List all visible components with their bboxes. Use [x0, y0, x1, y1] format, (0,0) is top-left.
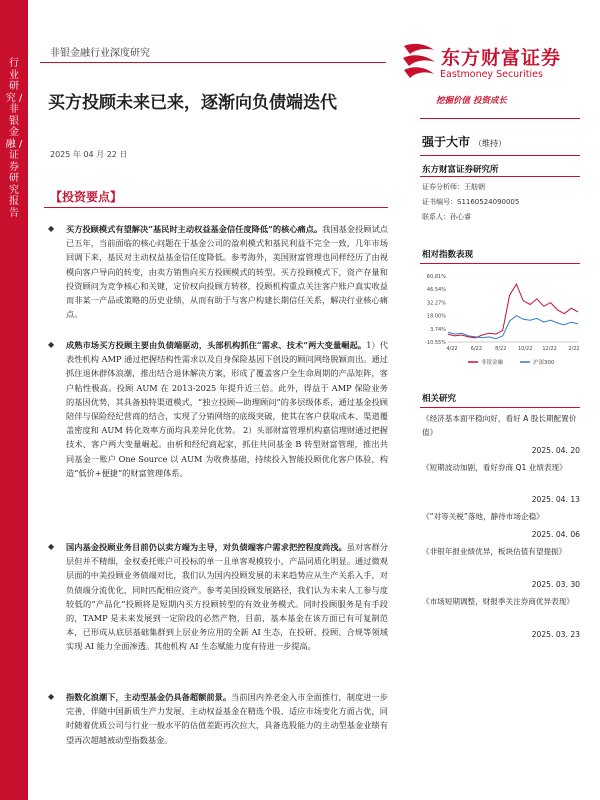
header-divider [40, 62, 386, 63]
y-tick-label: 46.54% [426, 287, 446, 294]
eastmoney-logo-icon [400, 40, 440, 82]
brand-name-en: Eastmoney Securities [440, 69, 543, 80]
page-title: 买方投顾未来已来，逐渐向负债端迭代 [48, 93, 337, 113]
rating-sub: （维持） [474, 139, 507, 148]
y-tick-label: 18.00% [426, 313, 446, 320]
section-divider [44, 207, 388, 208]
related-report-title[interactable]: 《“对等关税”落地，静待市场企稳》 [422, 512, 544, 521]
bullet-icon: ◆ [48, 692, 55, 701]
related-report-date: 2025. 03. 23 [531, 630, 580, 639]
legend-label: 非银金融 [481, 360, 504, 366]
key-point-body: 我国基金投顾试点已五年，当前面临的核心问题在于基金公司的盈利模式和基民利益不完全一致，几年市场回调下来，基民对主动权益基金信任度降低。参考海外，美国财富管理也同样经历了由视模向客户导向的转变，由卖方销售向买方投顾模式的转型。买方投顾模式下，资产存量和投资顾问为竞争核心和关键，定价权向投顾方转移，投顾机构重点关注客户账户真实收益而非某一产品或策略的历史业绩，从而有助于与客户构建长期信任关系，解决行业核心痛点。 [66, 224, 388, 320]
key-point-body: 当前国内养老金入市全面推行，制度进一步完善，伴随中国新质生产力发展，主动权益基金在精选个股、适应市场变化方面占优，同时随着优质公司与行业一般水平的估值差距再次拉大，具备选股能力的主动型基金业绩有望再次超越被动型指数基金。 [66, 692, 388, 745]
chart-section-title: 相对指数表现 [422, 250, 474, 260]
legend-label: 沪深300 [533, 360, 555, 366]
related-report-date: 2025. 04. 13 [531, 495, 580, 504]
institute-name: 东方财富证券研究所 [422, 165, 499, 175]
section-title-key-points: 【投资要点】 [50, 190, 123, 204]
y-tick-label: 60.81% [426, 274, 446, 280]
report-category: 非银金融行业深度研究 [50, 48, 150, 59]
related-report-date: 2025. 04. 06 [531, 530, 580, 539]
report-date: 2025 年 04 月 22 日 [50, 150, 128, 159]
analyst-cert: 证书编号：S1160524090005 [422, 198, 520, 206]
related-report-date: 2025. 03. 30 [531, 580, 580, 589]
key-point-heading: 买方投顾模式有望解决“基民时主动权益基金信任度降低”的核心痛点。 [66, 224, 323, 234]
key-point-4 [48, 690, 388, 747]
x-tick-label: 2/22 [568, 346, 580, 352]
divider [420, 263, 580, 264]
series-line-1 [448, 284, 578, 338]
analyst-name: 证券分析师：王舫朝 [422, 183, 485, 191]
x-tick-label: 6/22 [470, 346, 483, 352]
industry-rating [422, 133, 506, 150]
key-point-body: 1）代表性机构 AMP 通过把握结构性需求以及自身保险基因下创设的顾问网络脱颖而出。通过抓住退休群体浪潮，推出结合退休解决方案，形成了覆盖客户全生命周期的产品矩阵，客户粘性极高。投顾 AUM 在 2013-2025 年提升近三倍。此外，得益于 AMP 保险业务的基因优势，其具备独特渠道模式，“独立投顾—助理顾问”的多层级体系，通过基金投顾陪伴与保险经纪营商的结合，实现了分销网络的底级突破，使其在客户获取成本、渠道覆盖密度和 AUM 转化效率方面均具差异化优势。 2）头部财富管理机构嘉信理财通过把握技术、客户两大变量崛起。由析和经纪商起家，抓住共同基金 B 转型财富管理，推出共同基金一账户 One Source 以 AUM 为收费基础，持续投入智能投顾优化客户体验，构造“低价+便捷”的财富管理体系。 [66, 340, 388, 478]
related-report-title[interactable]: 《非银年报业绩优异，板块估值有望提振》 [422, 547, 567, 556]
y-tick-label: 3.74% [430, 326, 446, 333]
brand-name: 东方财富证券 [441, 47, 562, 69]
divider [420, 407, 580, 408]
key-point-heading: 成熟市场买方投顾主要由负债端驱动，头部机构抓住“需求、技术”两大变量崛起。 [66, 340, 367, 350]
sidebar-label: 行业研究 / 非银金融 / 证券研究报告 [5, 58, 23, 219]
related-report-title[interactable]: 《短期波动加剧，看好券商 Q1 业绩表现》 [422, 463, 567, 472]
y-tick-label: 32.27% [426, 300, 446, 307]
x-tick-label: 12/22 [542, 346, 557, 352]
key-point-body: 虽对客群分层但并不精细，金权委托账户可投标的单一且单客观模较小，产品同质化明显。通过微观层面的中美投顾业务债端对比，我们认为国内投顾发展的未来趋势应从生产关系入手，对负债端分流优化，同时匹配相应资产。参考美国投顾发展路径，我们认为未来人工参与度较低的“产品化”投顾将是短期内买方投顾转型的有效业务模式。同时投顾服务是有手段的，TAMP 是未来发展到一定阶段的必然产物，目前，基本基金在该方面已有可复制范本，已形成从底层基础集群到上层业务应用的全新 AI 生态，在投研、投顾、合规等领域实现 AI 能力全面渗透。其他机构 AI 生态赋能力度有待进一步提高。 [66, 542, 388, 652]
key-point-heading: 国内基金投顾业务目前仍以卖方端为主导，对负债端客户需求把控程度尚浅。 [66, 542, 347, 552]
related-report-date: 2025. 04. 20 [531, 446, 580, 455]
key-point-3 [48, 540, 388, 654]
divider [420, 118, 580, 119]
sidebar-band [0, 0, 28, 800]
bullet-icon: ◆ [48, 340, 55, 349]
bullet-icon: ◆ [48, 224, 55, 233]
x-tick-label: 10/22 [517, 346, 533, 352]
related-report-title[interactable]: 《市场短期调整，财报季关注券商优异表现》 [422, 597, 574, 606]
series-line-2 [448, 316, 578, 339]
key-point-heading: 指数化浪潮下，主动型基金仍具备超额前景。 [66, 692, 232, 702]
y-tick-label: -10.55% [425, 340, 446, 346]
brand-slogan: 挖掘价值 投资成长 [436, 96, 507, 106]
divider [420, 155, 580, 156]
related-report-title[interactable]: 《经济基本面平稳向好，看好 A 股长期配置价值》 [422, 414, 577, 437]
key-point-1 [48, 222, 388, 321]
related-section-title: 相关研究 [422, 394, 457, 404]
contact-name: 联系人：孙心睿 [422, 213, 471, 221]
rating-label: 强于大市 [422, 135, 471, 149]
key-point-2 [48, 338, 388, 480]
bullet-icon: ◆ [48, 542, 55, 551]
x-tick-label: 8/22 [495, 346, 507, 352]
x-tick-label: 4/22 [446, 346, 458, 352]
divider [420, 176, 580, 177]
relative-index-chart [420, 270, 582, 372]
